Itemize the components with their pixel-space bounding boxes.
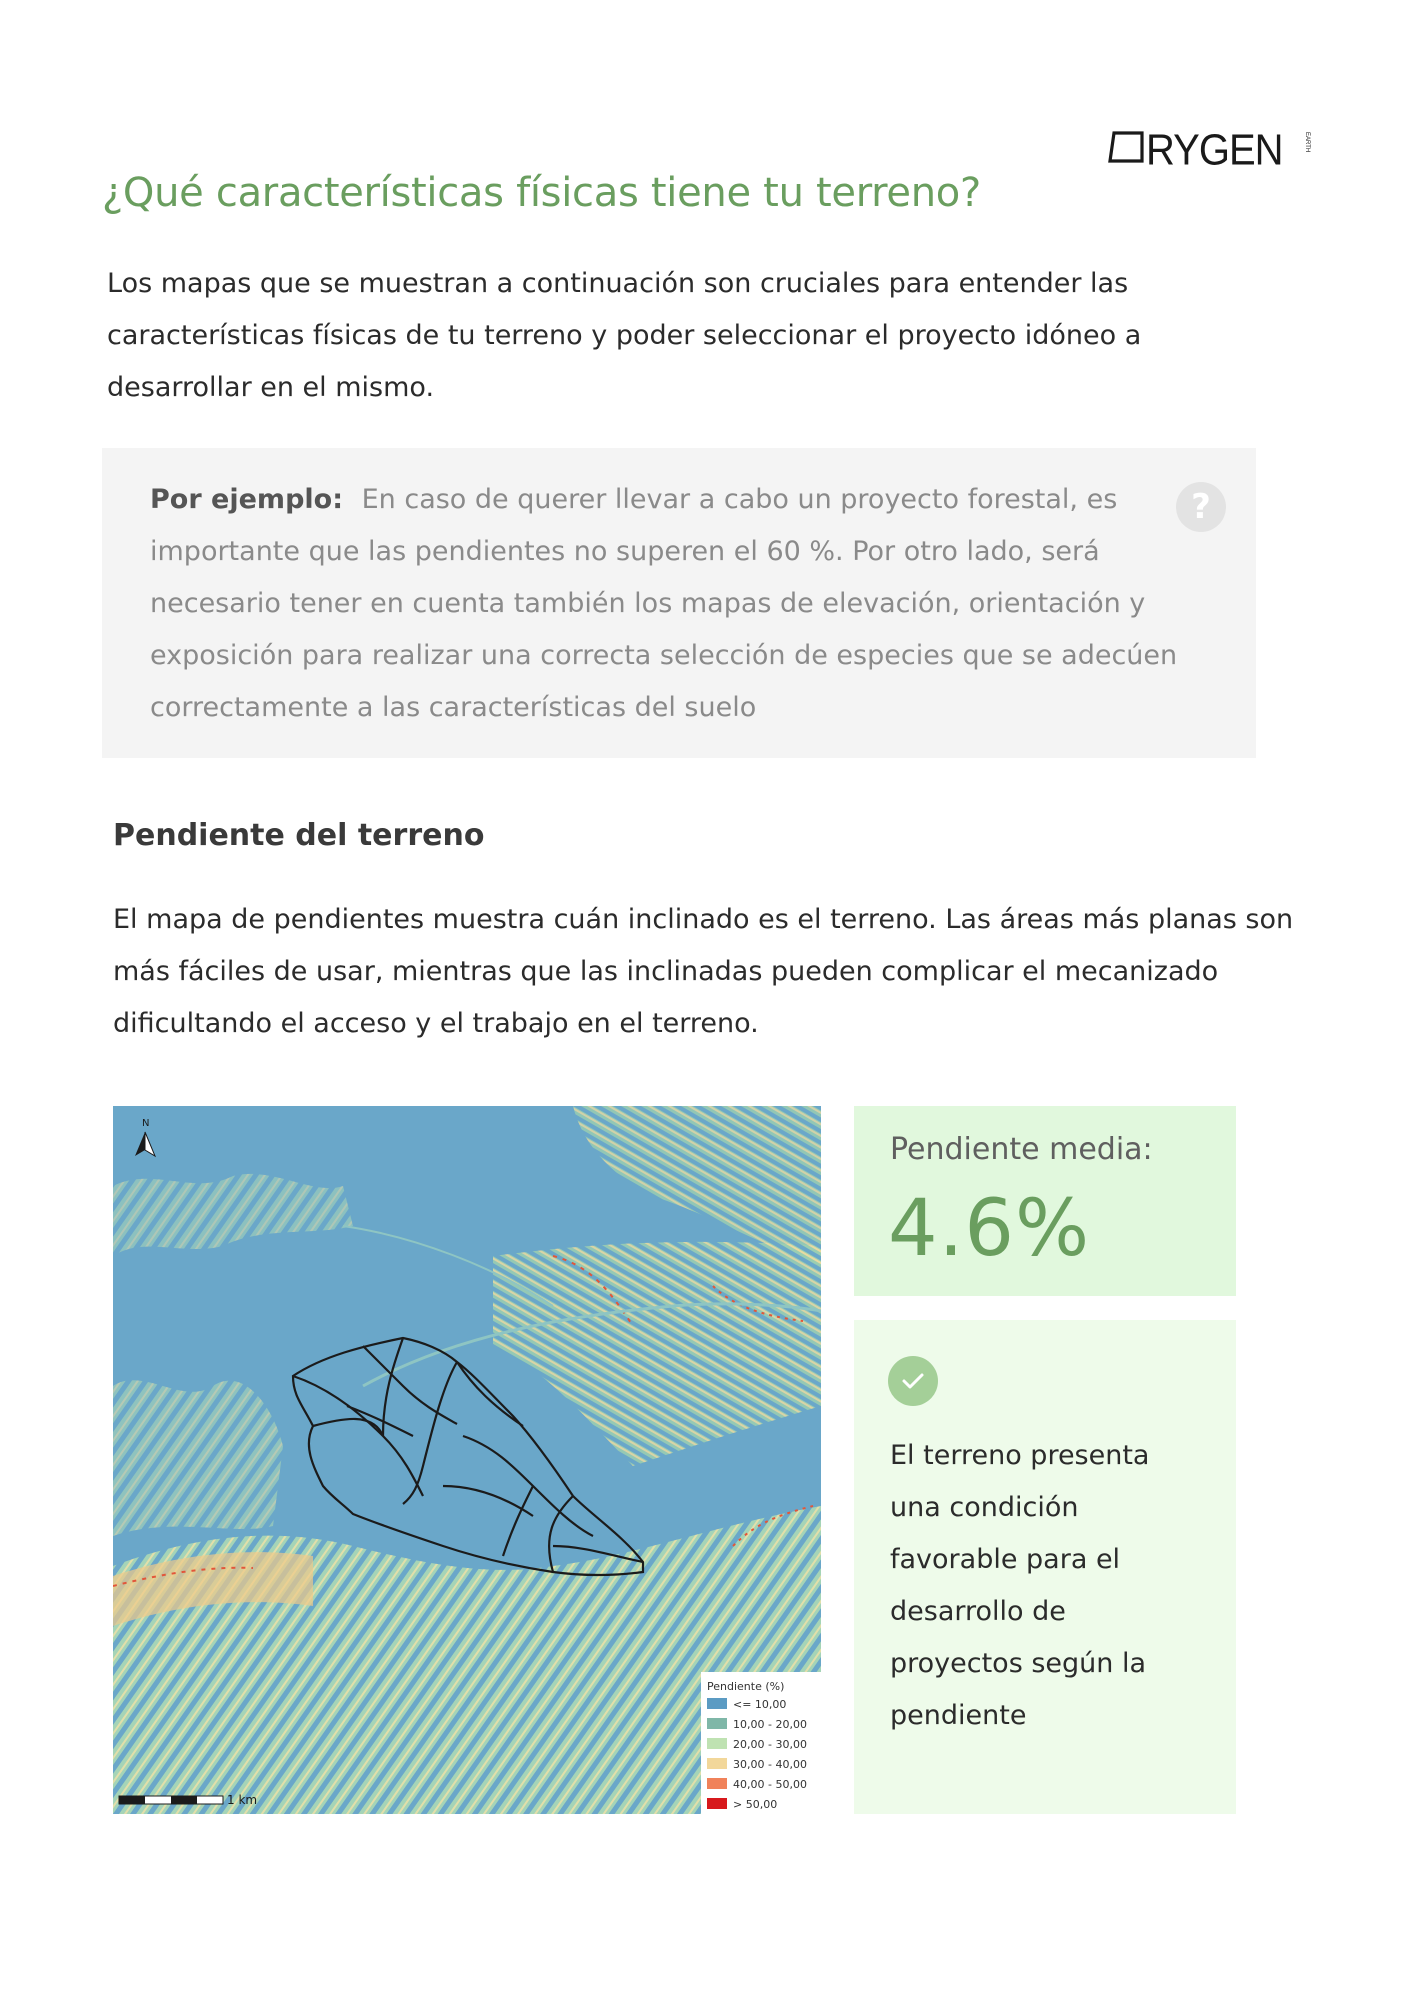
legend-label: 10,00 - 20,00: [733, 1718, 807, 1731]
legend-title: Pendiente (%): [707, 1680, 785, 1693]
intro-paragraph: Los mapas que se muestran a continuación son cruciales para entender las características físicas de tu terreno y poder seleccionar el proyecto idóneo a desarrollar en el mismo.: [107, 268, 1142, 403]
slope-assessment-card: [854, 1320, 1236, 1814]
legend-label: 40,00 - 50,00: [733, 1778, 807, 1791]
example-text: [150, 474, 1180, 734]
section-body: El mapa de pendientes muestra cuán inclinado es el terreno. Las áreas más planas son más fáciles de usar, mientras que las inclinadas pueden complicar el mecanizado dificultando el acceso y el trabajo en el terreno.: [113, 904, 1294, 1039]
page-title: ¿Qué características físicas tiene tu terreno?: [102, 170, 981, 216]
check-icon: [888, 1356, 938, 1406]
example-callout: [102, 448, 1256, 758]
legend-label: <= 10,00: [733, 1698, 787, 1711]
legend-label: 30,00 - 40,00: [733, 1758, 807, 1771]
example-body: En caso de querer llevar a cabo un proyecto forestal, es importante que las pendientes no superen el 60 %. Por otro lado, será necesario tener en cuenta también los mapas de elevación, orientación y exposición para realizar una correcta selección de especies que se adecúen correctamente a las características del suelo: [150, 484, 1178, 723]
map-legend: [701, 1672, 821, 1814]
scale-label: 1 km: [227, 1793, 258, 1807]
assessment-text: El terreno presenta una condición favorable para el desarrollo de proyectos según la pendiente: [890, 1440, 1150, 1731]
legend-swatch: [707, 1718, 727, 1729]
stat-value: 4.6%: [888, 1184, 1091, 1274]
logo-mark-icon: [1108, 130, 1146, 164]
legend-swatch: [707, 1798, 727, 1809]
legend-swatch: [707, 1698, 727, 1709]
stat-label: Pendiente media:: [890, 1132, 1153, 1167]
scale-bar: [119, 1796, 223, 1804]
example-label: Por ejemplo:: [150, 484, 343, 515]
slope-average-card: [854, 1106, 1236, 1296]
logo-text: RYGEN: [1146, 126, 1283, 175]
legend-swatch: [707, 1758, 727, 1769]
legend-swatch: [707, 1778, 727, 1789]
legend-label: 20,00 - 30,00: [733, 1738, 807, 1751]
slope-map-image: [113, 1106, 821, 1814]
legend-swatch: [707, 1738, 727, 1749]
logo-sub: EARTH: [1304, 132, 1310, 153]
north-label: N: [142, 1118, 150, 1129]
section-title: Pendiente del terreno: [113, 818, 485, 853]
legend-label: > 50,00: [733, 1798, 778, 1811]
brand-logo: [1108, 126, 1314, 175]
slope-map: [113, 1106, 821, 1814]
help-icon[interactable]: ?: [1176, 482, 1226, 532]
